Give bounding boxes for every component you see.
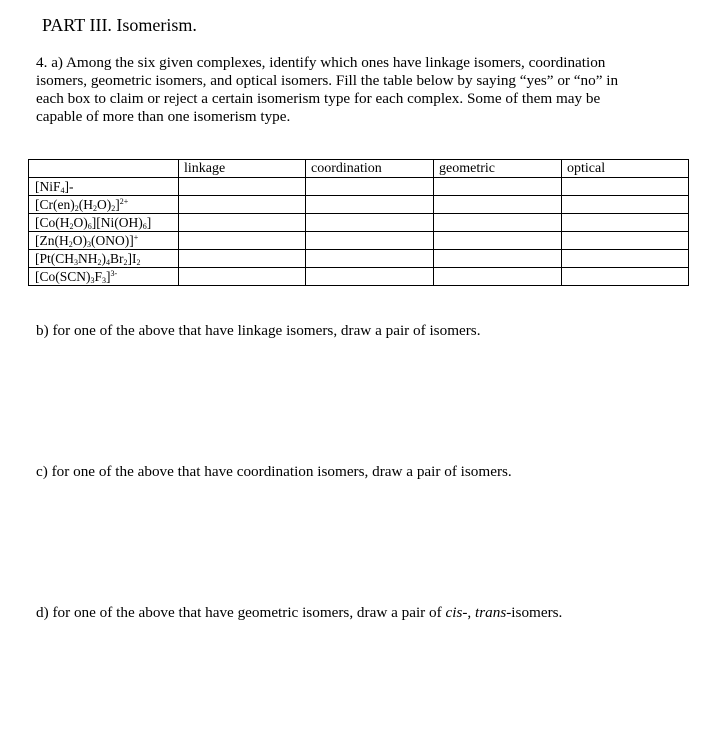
answer-cell-optical[interactable] <box>562 232 689 250</box>
question-d <box>36 604 562 622</box>
answer-cell-linkage[interactable] <box>179 196 306 214</box>
question-4a-line: isomers, geometric isomers, and optical isomers. Fill the table below by saying “yes” or “no” in <box>36 72 619 89</box>
answer-cell-linkage[interactable] <box>179 178 306 196</box>
table-header-row <box>29 160 689 178</box>
isomerism-table <box>28 159 689 286</box>
answer-cell-coordination[interactable] <box>306 214 434 232</box>
header-optical: optical <box>562 160 689 178</box>
header-linkage: linkage <box>179 160 306 178</box>
question-4a <box>36 54 676 126</box>
table-row <box>29 214 689 232</box>
answer-cell-linkage[interactable] <box>179 214 306 232</box>
answer-cell-geometric[interactable] <box>434 214 562 232</box>
answer-cell-coordination[interactable] <box>306 178 434 196</box>
answer-cell-linkage[interactable] <box>179 250 306 268</box>
question-b: b) for one of the above that have linkage isomers, draw a pair of isomers. <box>36 322 481 339</box>
complex-label: $[Co(H_2O)_6][Ni(OH)_6]$ <box>29 214 179 232</box>
table-row <box>29 196 689 214</box>
complex-label: [NiF$_4$]- <box>29 178 179 196</box>
answer-cell-coordination[interactable] <box>306 250 434 268</box>
question-d-text: d) for one of the above that have geometric isomers, draw a pair of <box>36 604 446 621</box>
question-4a-line: each box to claim or reject a certain isomerism type for each complex. Some of them may be <box>36 90 601 107</box>
table-row <box>29 178 689 196</box>
cis-term: cis <box>445 604 463 621</box>
trans-term: trans <box>475 604 507 621</box>
answer-cell-optical[interactable] <box>562 196 689 214</box>
table-row <box>29 268 689 286</box>
answer-cell-optical[interactable] <box>562 268 689 286</box>
answer-cell-optical[interactable] <box>562 178 689 196</box>
table-row <box>29 232 689 250</box>
answer-cell-optical[interactable] <box>562 250 689 268</box>
complex-label: $[Zn(H_2O)_3(ONO)]^+$ <box>29 232 179 250</box>
answer-cell-coordination[interactable] <box>306 196 434 214</box>
question-d-text: -, <box>462 604 476 621</box>
table-row <box>29 250 689 268</box>
question-4a-line: 4. a) Among the six given complexes, identify which ones have linkage isomers, coordination <box>36 54 606 71</box>
answer-cell-geometric[interactable] <box>434 178 562 196</box>
answer-cell-geometric[interactable] <box>434 232 562 250</box>
question-c: c) for one of the above that have coordination isomers, draw a pair of isomers. <box>36 463 512 480</box>
answer-cell-linkage[interactable] <box>179 268 306 286</box>
answer-cell-optical[interactable] <box>562 214 689 232</box>
answer-cell-linkage[interactable] <box>179 232 306 250</box>
complex-label: $[Pt(CH_3NH_2)_4Br_2]I_2$ <box>29 250 179 268</box>
question-4a-line: capable of more than one isomerism type. <box>36 108 291 125</box>
header-blank <box>29 160 179 178</box>
answer-cell-coordination[interactable] <box>306 268 434 286</box>
answer-cell-coordination[interactable] <box>306 232 434 250</box>
complex-label: $[Co(SCN)_3F_3]^{3-}$ <box>29 268 179 286</box>
part-title: PART III. Isomerism. <box>42 15 197 35</box>
header-coordination: coordination <box>306 160 434 178</box>
answer-cell-geometric[interactable] <box>434 268 562 286</box>
header-geometric: geometric <box>434 160 562 178</box>
answer-cell-geometric[interactable] <box>434 196 562 214</box>
answer-cell-geometric[interactable] <box>434 250 562 268</box>
complex-label: $[Cr(en)_2(H_2O)_2]^{2+}$ <box>29 196 179 214</box>
question-d-text: -isomers. <box>506 604 563 621</box>
